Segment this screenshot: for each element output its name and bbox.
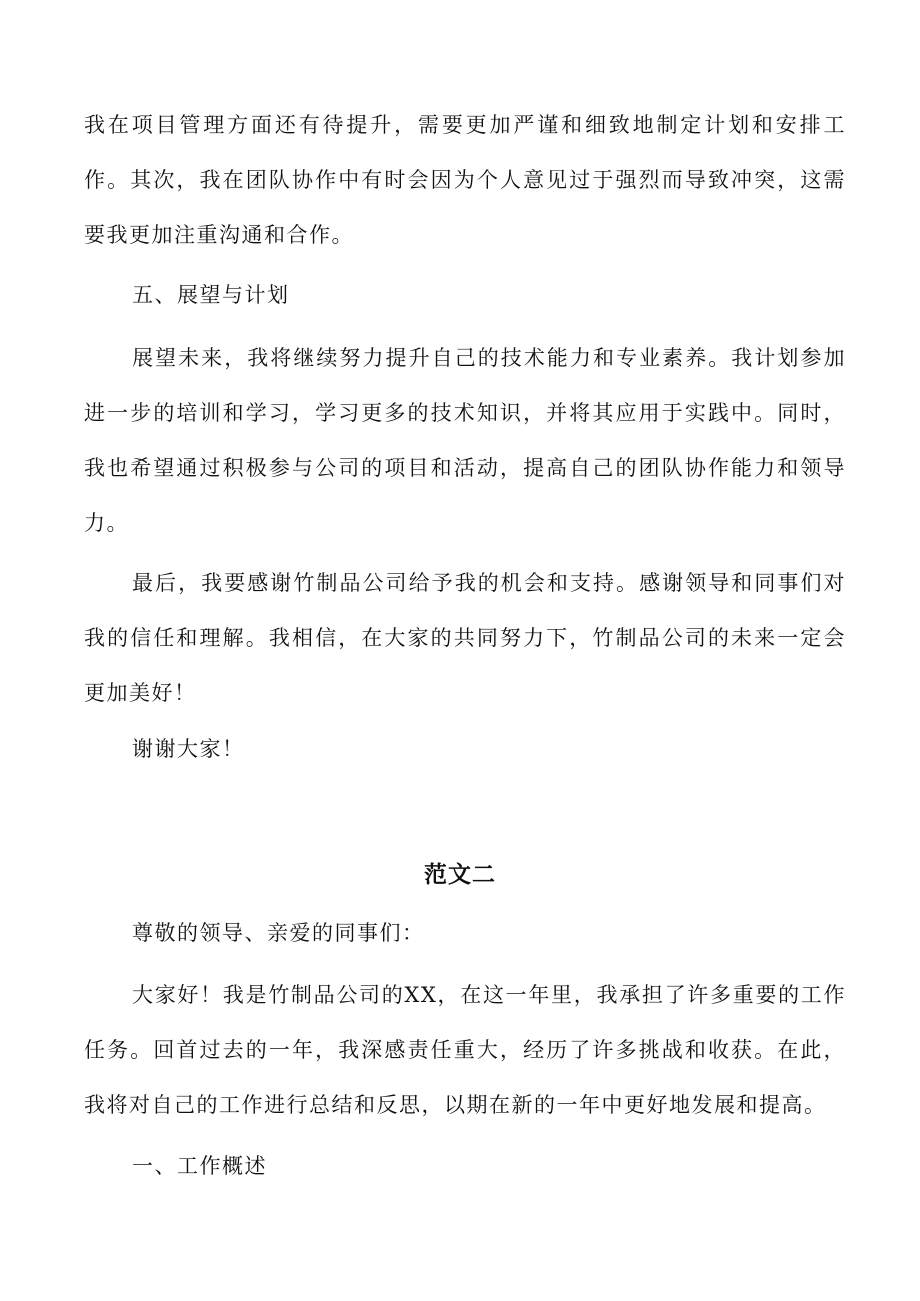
paragraph-project-management: 我在项目管理方面还有待提升，需要更加严谨和细致地制定计划和安排工作。其次，我在团队协作中有时会因为个人意见过于强烈而导致冲突，这需要我更加注重沟通和合作。 [84,113,846,247]
salutation: 尊敬的领导、亲爱的同事们： [132,921,425,945]
paragraph-closing: 谢谢大家！ [132,737,245,761]
paragraph-thanks: 最后，我要感谢竹制品公司给予我的机会和支持。感谢领导和同事们对我的信任和理解。我相信，在大家的共同努力下，竹制品公司的未来一定会更加美好！ [84,571,846,705]
section-heading-outlook: 五、展望与计划 [132,283,290,307]
sample-title: 范文二 [424,862,496,888]
section-heading-work-overview: 一、工作概述 [132,1154,267,1178]
paragraph-greeting: 大家好！我是竹制品公司的XX，在这一年里，我承担了许多重要的工作任务。回首过去的一年，我深感责任重大，经历了许多挑战和收获。在此，我将对自己的工作进行总结和反思，以期在新的一年中更好地发展和提高。 [84,983,846,1117]
paragraph-outlook: 展望未来，我将继续努力提升自己的技术能力和专业素养。我计划参加进一步的培训和学习，学习更多的技术知识，并将其应用于实践中。同时，我也希望通过积极参与公司的项目和活动，提高自己的团队协作能力和领导力。 [84,346,846,535]
